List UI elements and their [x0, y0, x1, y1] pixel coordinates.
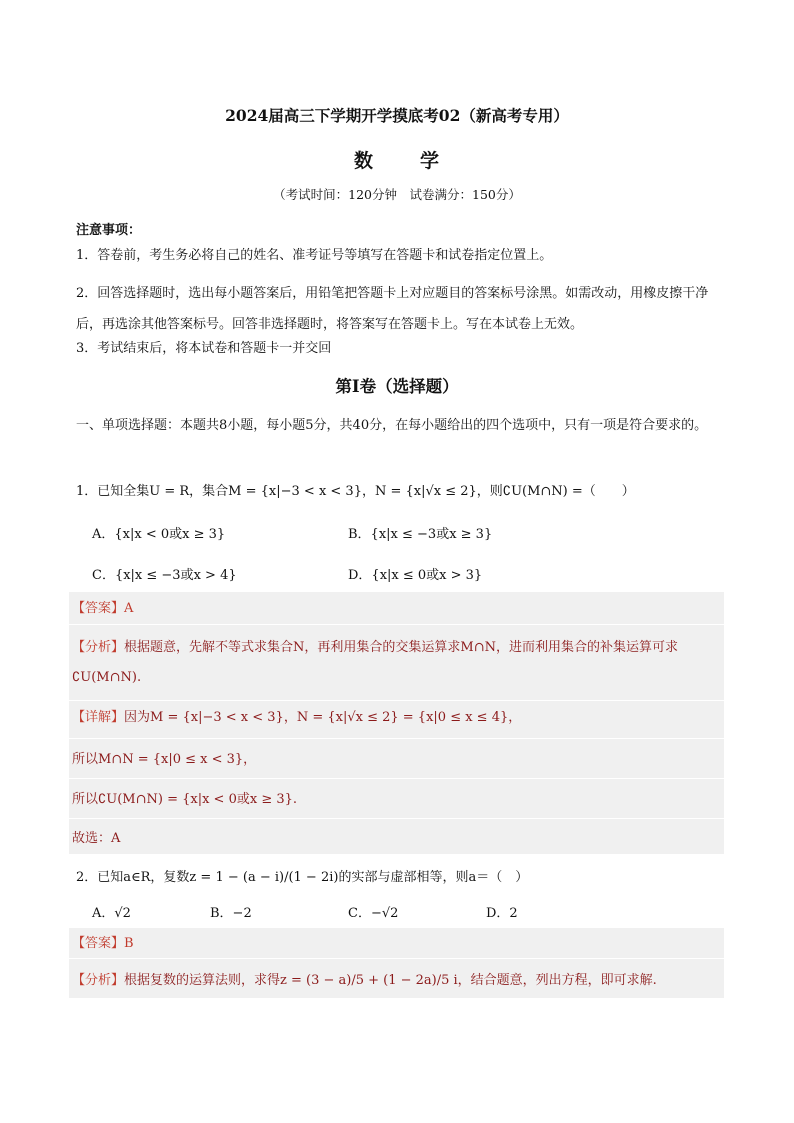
- q2-answer: [72, 935, 134, 953]
- q1-option-c: C．{x|x ≤ −3或x > 4}: [92, 568, 237, 583]
- answer-label: 【答案】: [72, 936, 125, 951]
- analysis-label: 【分析】: [72, 973, 125, 988]
- notice-item-2: 2．回答选择题时，选出每小题答案后，用铅笔把答题卡上对应题目的答案标号涂黑。如需改动，用橡皮擦干净后，再选涂其他答案标号。回答非选择题时，将答案写在答题卡上。写在本试卷上无效。: [76, 286, 709, 332]
- q1-option-a: A．{x|x < 0或x ≥ 3}: [92, 527, 226, 542]
- analysis-label: 【分析】: [72, 640, 125, 655]
- notice-item-1: 1．答卷前，考生务必将自己的姓名、准考证号等填写在答题卡和试卷指定位置上。: [76, 248, 553, 263]
- analysis-text: 根据复数的运算法则，求得z = (3 − a)/5 + (1 − 2a)/5 i，结合题意，列出方程，即可求解.: [124, 973, 657, 988]
- q1-answer: [72, 600, 133, 618]
- answer-value: A: [124, 601, 134, 616]
- subject-title: [0, 146, 794, 173]
- subject-char-2: 学: [420, 150, 441, 172]
- detail-text: 因为M = {x|−3 < x < 3}，N = {x|√x ≤ 2} = {x|0 ≤ x ≤ 4}，: [124, 710, 522, 725]
- subject-char-1: 数: [353, 150, 374, 172]
- answer-label: 【答案】: [72, 601, 125, 616]
- notice-item-3: 3．考试结束后，将本试卷和答题卡一并交回: [76, 341, 332, 356]
- q1-option-b: B．{x|x ≤ −3或x ≥ 3}: [348, 527, 493, 542]
- section-intro: 一、单项选择题：本题共8小题，每小题5分，共40分，在每小题给出的四个选项中，只有一项是符合要求的。: [76, 418, 708, 433]
- exam-info: （考试时间：120分钟 试卷满分：150分）: [273, 187, 521, 202]
- question-2-stem: 2．已知a∈R，复数z = 1 − (a − i)/(1 − 2i)的实部与虚部相等，则a＝（ ）: [76, 870, 529, 885]
- q2-option-b: B．−2: [210, 906, 252, 921]
- q1-detail-line-3: 所以∁U(M∩N) = {x|x < 0或x ≥ 3}.: [72, 792, 298, 807]
- answer-value: B: [124, 936, 134, 951]
- q2-analysis: [72, 972, 722, 990]
- question-1-stem: 1．已知全集U = R，集合M = {x|−3 < x < 3}，N = {x|√x ≤ 2}，则∁U(M∩N) =（ ）: [76, 484, 635, 499]
- q1-analysis: [72, 633, 722, 693]
- q1-detail-line-4: 故选：A: [72, 831, 121, 846]
- q1-option-d: D．{x|x ≤ 0或x > 3}: [348, 568, 483, 583]
- detail-label: 【详解】: [72, 710, 125, 725]
- q2-option-d: D．2: [486, 906, 518, 921]
- q1-detail-line-1: [72, 709, 521, 727]
- section-title: 第Ⅰ卷（选择题）: [335, 377, 459, 396]
- paper-title: 2024届高三下学期开学摸底考02（新高考专用）: [225, 106, 569, 125]
- q2-option-c: C．−√2: [348, 906, 399, 921]
- notice-heading: 注意事项：: [76, 223, 142, 238]
- q1-detail-line-2: 所以M∩N = {x|0 ≤ x < 3}，: [72, 752, 257, 767]
- q2-option-a: A．√2: [92, 906, 131, 921]
- analysis-text: 根据题意，先解不等式求集合N，再利用集合的交集运算求M∩N，进而利用集合的补集运算可求∁U(M∩N).: [72, 640, 678, 685]
